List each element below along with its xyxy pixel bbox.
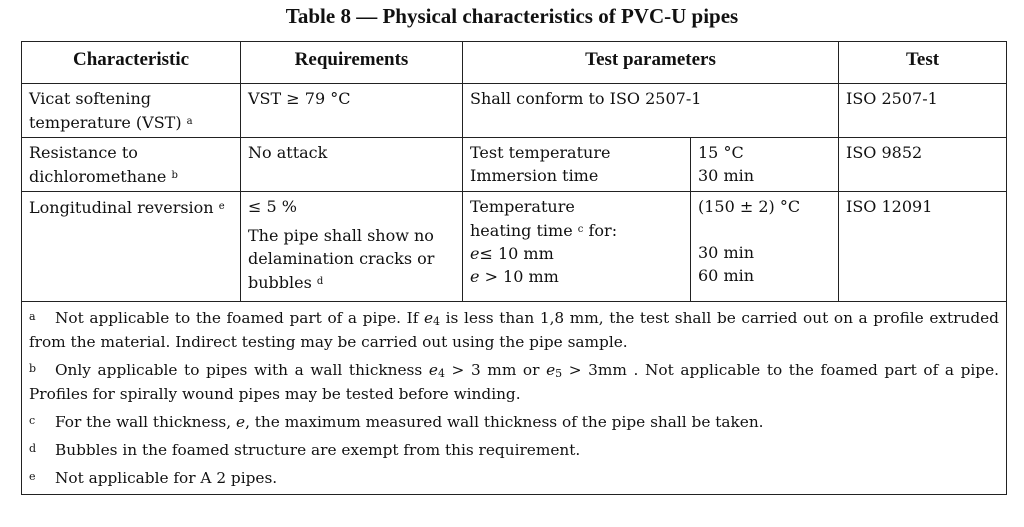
- footnote-ref: a: [186, 116, 193, 127]
- cell-characteristic: [22, 192, 241, 302]
- footnotes-row: [22, 302, 1007, 495]
- requirement-text: The pipe shall show no delamination cracks or bubbles: [248, 226, 435, 292]
- value-line: [698, 218, 831, 241]
- header-test: Test: [839, 42, 1007, 84]
- value-line: 30 min: [698, 166, 755, 185]
- parameter-line: [470, 218, 683, 242]
- footnote-mark: e: [29, 470, 36, 483]
- parameter-text: heating time: [470, 221, 573, 240]
- parameter-line: Temperature: [470, 197, 575, 216]
- subscript: 5: [555, 367, 563, 380]
- footnote-mark: a: [29, 310, 36, 323]
- characteristic-text: Vicat softening temperature (VST): [29, 89, 182, 132]
- cell-value: [691, 192, 839, 302]
- parameter-line: [470, 265, 683, 288]
- characteristic-text: Longitudinal reversion: [29, 198, 214, 217]
- value-line: (150 ± 2) °C: [698, 197, 801, 216]
- footnote-ref: d: [316, 276, 324, 287]
- subscript: 4: [437, 367, 445, 380]
- physical-characteristics-table: [21, 41, 1007, 495]
- header-characteristic: Characteristic: [22, 42, 241, 84]
- footnote-mark: d: [29, 442, 37, 455]
- cell-characteristic: [22, 84, 241, 138]
- footnote-text: > 3 mm or: [444, 361, 547, 379]
- table-row: [22, 84, 1007, 138]
- symbol-e: e: [423, 309, 434, 327]
- characteristic-text: Resistance to dichloromethane: [29, 143, 167, 186]
- cell-test: ISO 12091: [839, 192, 1007, 302]
- parameter-text: > 10 mm: [484, 267, 559, 286]
- footnote-text: , the maximum measured wall thickness of the pipe shall be taken.: [245, 413, 764, 431]
- footnote-ref: e: [218, 201, 225, 212]
- cell-parameter: [463, 138, 691, 192]
- footnote-mark: c: [29, 414, 36, 427]
- cell-parameter: [463, 192, 691, 302]
- cell-value: [691, 138, 839, 192]
- symbol-e: e: [428, 361, 438, 379]
- symbol-e: e: [236, 413, 246, 431]
- header-test-parameters: Test parameters: [463, 42, 839, 84]
- table-row: [22, 138, 1007, 192]
- footnotes-cell: [22, 302, 1007, 495]
- symbol-e: e: [546, 361, 556, 379]
- table-row: [22, 192, 1007, 302]
- footnote-a: [29, 307, 999, 352]
- value-line: 30 min: [698, 243, 755, 262]
- parameter-line: [470, 242, 683, 265]
- footnote-text: Not applicable for A 2 pipes.: [55, 469, 278, 487]
- header-requirements: Requirements: [241, 42, 463, 84]
- footnote-d: [29, 439, 999, 460]
- footnote-text: For the wall thickness,: [55, 413, 236, 431]
- footnote-text: Only applicable to pipes with a wall thickness: [55, 361, 429, 379]
- requirement-line: ≤ 5 %: [248, 197, 297, 216]
- value-line: 60 min: [698, 266, 755, 285]
- footnote-text: Bubbles in the foamed structure are exempt from this requirement.: [55, 441, 581, 459]
- footnote-ref: c: [577, 224, 584, 235]
- parameter-text: for:: [588, 221, 618, 240]
- parameter-line: Immersion time: [470, 166, 599, 185]
- footnote-text: > 3mm . Not applicable to the foamed part of a pipe. Profiles for spirally wound pipes may be tested before winding.: [29, 361, 999, 403]
- footnote-ref: b: [171, 170, 178, 181]
- footnote-e: [29, 467, 999, 488]
- footnote-mark: b: [29, 362, 37, 375]
- cell-test: ISO 2507-1: [839, 84, 1007, 138]
- cell-requirement: VST ≥ 79 °C: [241, 84, 463, 138]
- cell-test: ISO 9852: [839, 138, 1007, 192]
- value-line: 15 °C: [698, 143, 744, 162]
- table-title: Table 8 — Physical characteristics of PVC-U pipes: [285, 4, 739, 28]
- footnote-c: [29, 411, 999, 432]
- footnote-text: is less than 1,8 mm, the test shall be carried out on a profile extruded from the material. Indirect testing may be carried out using the pipe sample.: [29, 309, 999, 351]
- subscript: 4: [433, 315, 441, 328]
- footnote-text: Not applicable to the foamed part of a pipe. If: [55, 309, 424, 327]
- footnote-b: [29, 359, 999, 404]
- symbol-e: e: [470, 267, 480, 286]
- cell-requirement: No attack: [241, 138, 463, 192]
- cell-characteristic: [22, 138, 241, 192]
- cell-requirement: [241, 192, 463, 302]
- symbol-e: e: [470, 244, 480, 263]
- parameter-line: Test temperature: [470, 143, 611, 162]
- requirement-line: [248, 224, 455, 294]
- cell-parameter: Shall conform to ISO 2507-1: [463, 84, 839, 138]
- parameter-text: ≤ 10 mm: [479, 244, 554, 263]
- header-row: [22, 42, 1007, 84]
